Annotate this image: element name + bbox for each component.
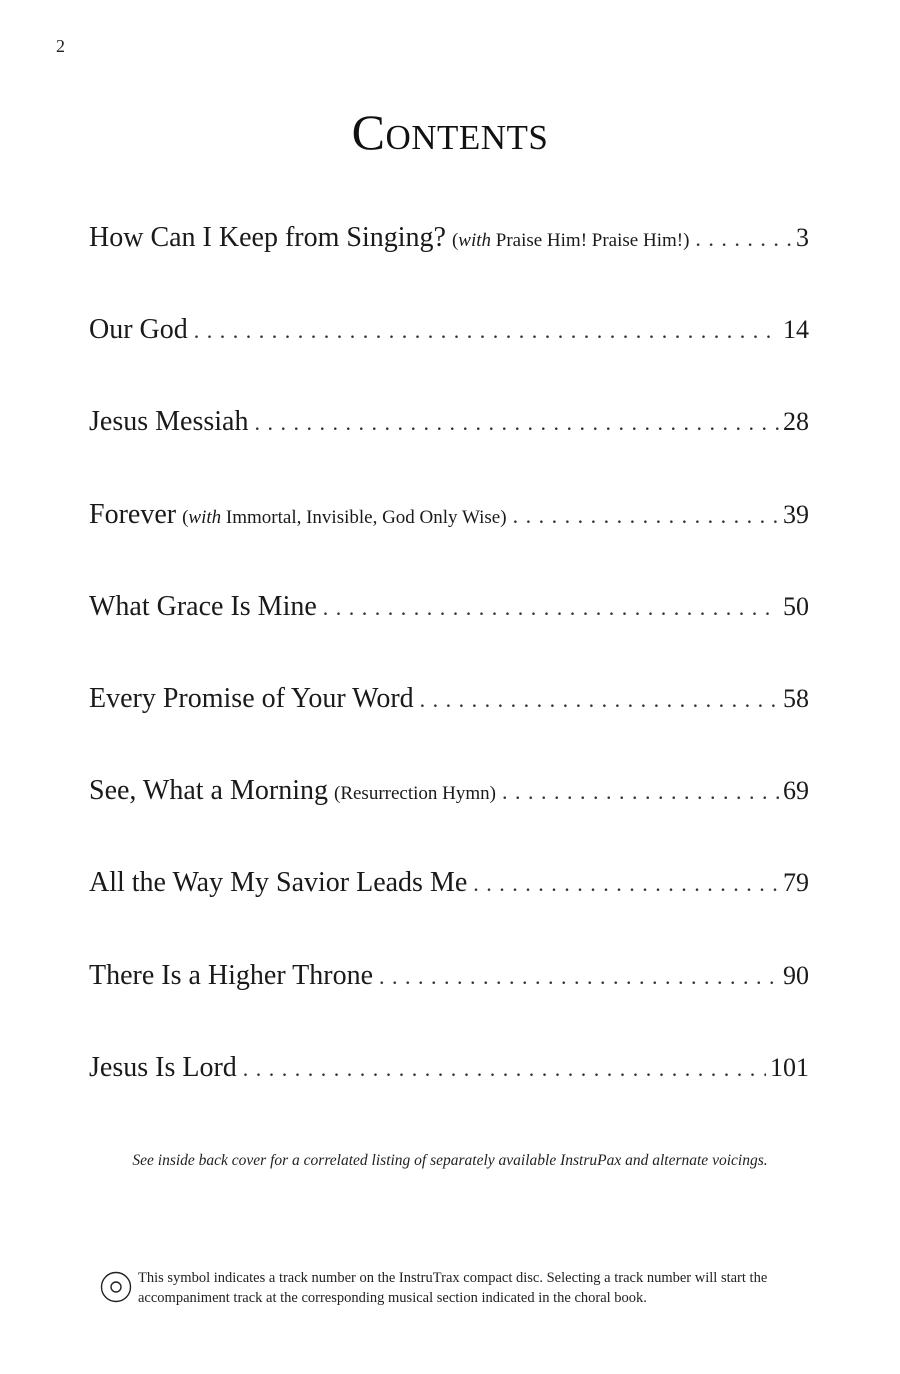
toc-entry-page: 101 (770, 1052, 809, 1082)
toc-entry-title: Our God (89, 314, 188, 346)
toc-entry-title: Jesus Is Lord (89, 1051, 237, 1083)
table-of-contents (89, 222, 809, 1144)
toc-entry[interactable] (89, 775, 809, 867)
toc-entry-title: What Grace Is Mine (89, 590, 317, 622)
toc-entry-title: Forever (89, 498, 177, 530)
toc-entry-subtitle: (with Praise Him! Praise Him!) (451, 230, 690, 251)
toc-entry[interactable] (89, 406, 809, 498)
toc-entry-page: 50 (783, 591, 809, 621)
page-number: 2 (56, 36, 65, 56)
dot-leader (243, 1056, 766, 1082)
toc-entry[interactable] (89, 683, 809, 775)
toc-entry-page: 28 (783, 407, 809, 437)
dot-leader (420, 687, 779, 713)
dot-leader (379, 964, 779, 990)
toc-entry-page: 58 (783, 683, 809, 713)
toc-entry[interactable] (89, 499, 809, 591)
dot-leader (695, 226, 792, 252)
page-title: Contents (351, 104, 549, 160)
toc-entry[interactable] (89, 1052, 809, 1144)
dot-leader (513, 503, 779, 529)
dot-leader (323, 595, 779, 621)
toc-entry[interactable] (89, 867, 809, 959)
toc-entry-title: All the Way My Savior Leads Me (89, 867, 468, 899)
cd-track-icon (100, 1271, 132, 1303)
footnote (100, 1268, 820, 1308)
availability-note: See inside back cover for a correlated listing of separately available InstruPax and alternate voicings. (132, 1152, 768, 1169)
toc-entry[interactable] (89, 591, 809, 683)
toc-entry-page: 39 (783, 499, 809, 529)
toc-entry-subtitle: (Resurrection Hymn) (333, 783, 496, 805)
footnote-text: This symbol indicates a track number on the InstruTrax compact disc. Selecting a track number will start the accompaniment track at the corresponding musical section indicated in the choral book. (138, 1270, 768, 1306)
toc-entry[interactable] (89, 222, 809, 314)
toc-entry-title: See, What a Morning (89, 775, 328, 807)
dot-leader (194, 318, 779, 344)
toc-entry-title: There Is a Higher Throne (89, 959, 374, 991)
toc-entry-page: 14 (783, 315, 809, 345)
toc-entry-page: 90 (783, 960, 809, 990)
dot-leader (502, 779, 779, 805)
toc-entry[interactable] (89, 314, 809, 406)
dot-leader (473, 871, 779, 897)
toc-entry-title: Jesus Messiah (89, 406, 249, 438)
toc-entry-title: Every Promise of Your Word (89, 682, 414, 714)
toc-entry-subtitle: (with Immortal, Invisible, God Only Wise) (182, 506, 507, 528)
toc-entry-page: 79 (783, 868, 809, 898)
toc-entry-page: 69 (783, 776, 809, 806)
toc-entry-title: How Can I Keep from Singing? (89, 222, 446, 253)
toc-entry-page: 3 (796, 223, 809, 252)
toc-entry[interactable] (89, 960, 809, 1052)
dot-leader (254, 410, 779, 436)
